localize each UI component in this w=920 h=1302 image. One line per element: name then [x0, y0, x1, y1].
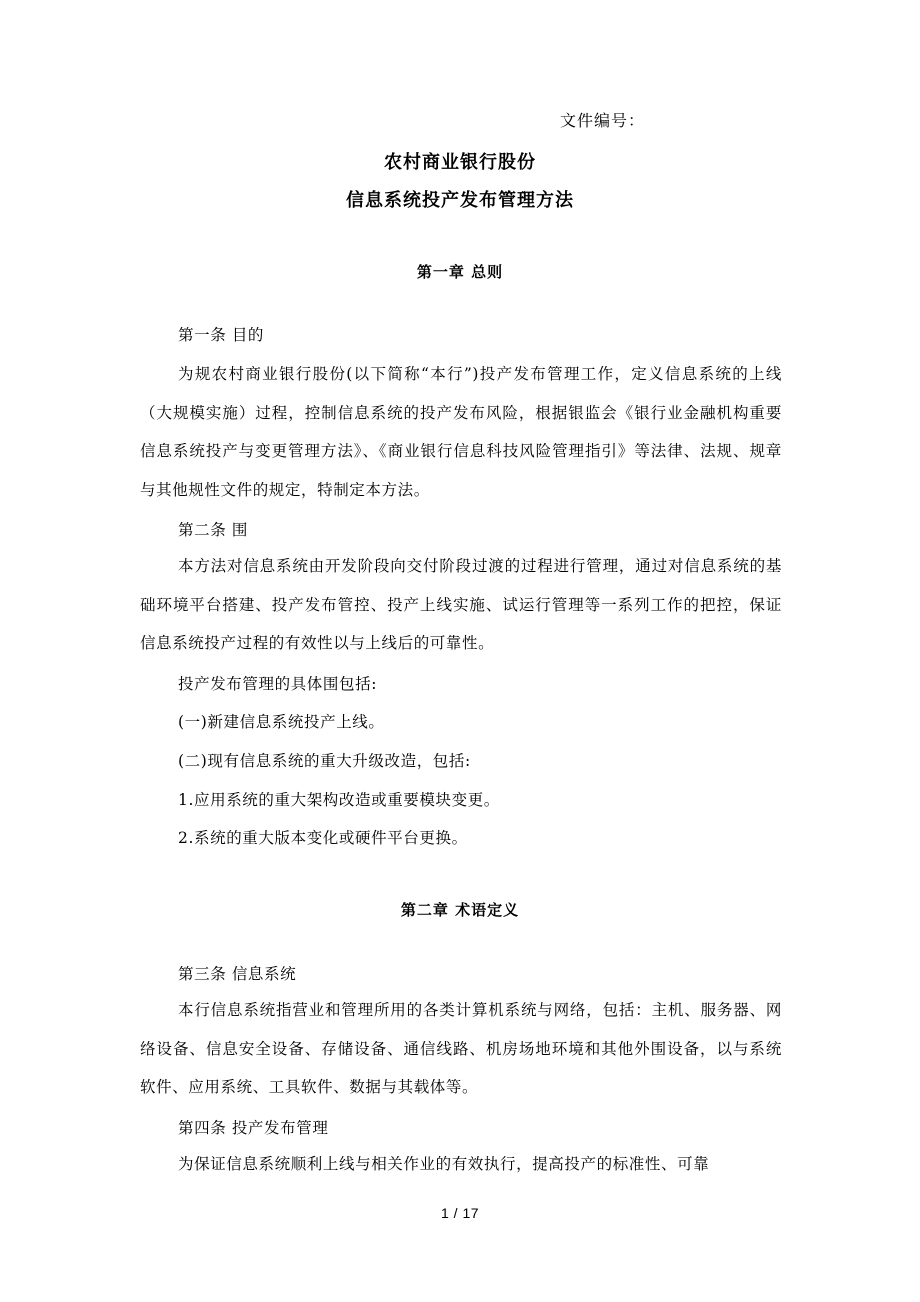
document-title-line2: 信息系统投产发布管理方法	[346, 190, 574, 211]
article-heading: 第四条 投产发布管理	[178, 1119, 329, 1137]
scope-line: (一)新建信息系统投产上线。	[178, 713, 385, 731]
document-title-line1: 农村商业银行股份	[384, 152, 536, 173]
article-body: 本行信息系统指营业和管理所用的各类计算机系统与网络，包括：主机、服务器、网络设备、信息安全设备、存储设备、通信线路、机房场地环境和其他外围设备，以与系统软件、应用系统、工具软件、数据与其载体等。	[140, 1001, 782, 1096]
scope-line: (二)现有信息系统的重大升级改造，包括:	[178, 752, 471, 770]
doc-number-label: 文件编号：	[560, 111, 646, 130]
article-body: 本方法对信息系统由开发阶段向交付阶段过渡的过程进行管理，通过对信息系统的基础环境平台搭建、投产发布管控、投产上线实施、试运行管理等一系列工作的把控，保证信息系统投产过程的有效性以与上线后的可靠性。	[140, 557, 782, 652]
chapter-heading: 第一章 总则	[416, 263, 504, 281]
article-body: 为规农村商业银行股份(以下简称“本行”)投产发布管理工作，定义信息系统的上线（大规模实施）过程，控制信息系统的投产发布风险，根据银监会《银行业金融机构重要信息系统投产与变更管理方法》、《商业银行信息科技风险管理指引》等法律、法规、规章与其他规性文件的规定，特制定本方法。	[140, 365, 782, 499]
article-heading: 第二条 围	[178, 521, 248, 539]
article-heading: 第三条 信息系统	[178, 965, 297, 983]
scope-line: 1.应用系统的重大架构改造或重要模块变更。	[178, 791, 500, 809]
article-body: 为保证信息系统顺利上线与相关作业的有效执行，提高投产的标准性、可靠	[178, 1155, 710, 1173]
scope-line: 投产发布管理的具体围包括:	[178, 675, 378, 693]
chapter-heading: 第二章 术语定义	[400, 901, 520, 919]
article-heading: 第一条 目的	[178, 326, 265, 344]
scope-line: 2.系统的重大版本变化或硬件平台更换。	[178, 829, 468, 847]
page-indicator: 1 / 17	[440, 1205, 480, 1221]
